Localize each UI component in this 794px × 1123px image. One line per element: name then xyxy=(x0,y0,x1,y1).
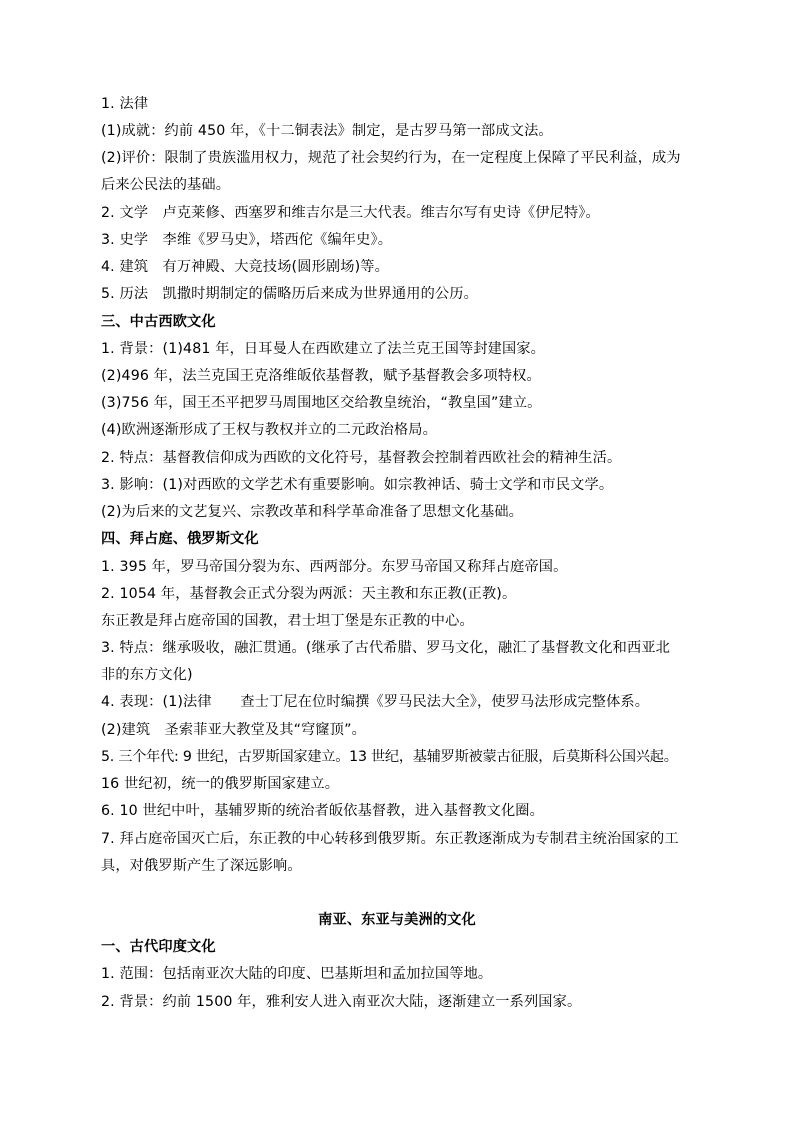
medieval-influence: 3. 影响：(1)对西欧的文学艺术有重要影响。如宗教神话、骑士文学和市民文学。 xyxy=(101,477,614,493)
medieval-background-2: (2)496 年，法兰克国王克洛维皈依基督教，赋予基督教会多项特权。 xyxy=(101,368,541,384)
orthodox-center-shift: 7. 拜占庭帝国灭亡后，东正教的中心转移到俄罗斯。东正教逐渐成为专制君主统治国家的工 xyxy=(101,831,679,847)
byzantine-item-1: 1. 395 年，罗马帝国分裂为东、西两部分。东罗马帝国又称拜占庭帝国。 xyxy=(101,559,568,575)
law-evaluation-cont: 后来公民法的基础。 xyxy=(101,177,231,193)
section-heading-ancient-india: 一、古代印度文化 xyxy=(101,939,216,955)
india-background: 2. 背景：约前 1500 年，雅利安人进入南亚次大陆，逐渐建立一系列国家。 xyxy=(101,994,582,1010)
law-evaluation: (2)评价：限制了贵族滥用权力，规范了社会契约行为，在一定程度上保障了平民利益，成为 xyxy=(101,150,681,166)
medieval-background-4: (4)欧洲逐渐形成了王权与教权并立的二元政治格局。 xyxy=(101,422,437,438)
russia-three-eras: 5. 三个年代: 9 世纪，古罗斯国家建立。13 世纪，基辅罗斯被蒙古征服，后莫斯科公国兴起。 xyxy=(101,749,678,765)
india-scope: 1. 范围：包括南亚次大陆的印度、巴基斯坦和孟加拉国等地。 xyxy=(101,966,493,982)
byzantine-expression-architecture: (2)建筑 圣索菲亚大教堂及其“穹窿顶”。 xyxy=(101,722,366,738)
item-literature: 2. 文学 卢克莱修、西塞罗和维吉尔是三大代表。维吉尔写有史诗《伊尼特》。 xyxy=(101,205,600,221)
item-law: 1. 法律 xyxy=(101,96,149,112)
byzantine-expression-law: 4. 表现：(1)法律 查士丁尼在位时编撰《罗马民法大全》，使罗马法形成完整体系。 xyxy=(101,694,650,710)
russia-christianization: 6. 10 世纪中叶，基辅罗斯的统治者皈依基督教，进入基督教文化圈。 xyxy=(101,803,544,819)
law-achievement: (1)成就：约前 450 年，《十二铜表法》制定，是古罗马第一部成文法。 xyxy=(101,123,553,139)
byzantine-feature: 3. 特点：继承吸收，融汇贯通。(继承了古代希腊、罗马文化，融汇了基督教文化和西亚北 xyxy=(101,640,671,656)
item-calendar: 5. 历法 凯撒时期制定的儒略历后来成为世界通用的公历。 xyxy=(101,286,478,302)
chapter-title: 南亚、东亚与美洲的文化 xyxy=(318,912,476,928)
orthodox-center-shift-cont: 具，对俄罗斯产生了深远影响。 xyxy=(101,858,302,874)
medieval-feature: 2. 特点：基督教信仰成为西欧的文化符号，基督教会控制着西欧社会的精神生活。 xyxy=(101,450,622,466)
item-history: 3. 史学 李维《罗马史》，塔西佗《编年史》。 xyxy=(101,232,393,248)
byzantine-feature-cont: 非的东方文化) xyxy=(101,667,193,683)
item-architecture: 4. 建筑 有万神殿、大竞技场(圆形剧场)等。 xyxy=(101,259,389,275)
section-heading-byzantine-russia: 四、拜占庭、俄罗斯文化 xyxy=(101,531,259,547)
medieval-influence-2: (2)为后来的文艺复兴、宗教改革和科学革命准备了思想文化基础。 xyxy=(101,504,523,520)
medieval-background-3: (3)756 年，国王丕平把罗马周围地区交给教皇统治，“教皇国”建立。 xyxy=(101,395,542,411)
byzantine-item-2-cont: 东正教是拜占庭帝国的国教，君士坦丁堡是东正教的中心。 xyxy=(101,613,474,629)
section-heading-medieval-west: 三、中古西欧文化 xyxy=(101,314,216,330)
medieval-background: 1. 背景：(1)481 年，日耳曼人在西欧建立了法兰克王国等封建国家。 xyxy=(101,341,546,357)
russia-three-eras-cont: 16 世纪初，统一的俄罗斯国家建立。 xyxy=(101,776,340,792)
byzantine-item-2: 2. 1054 年，基督教会正式分裂为两派：天主教和东正教(正教)。 xyxy=(101,586,517,602)
